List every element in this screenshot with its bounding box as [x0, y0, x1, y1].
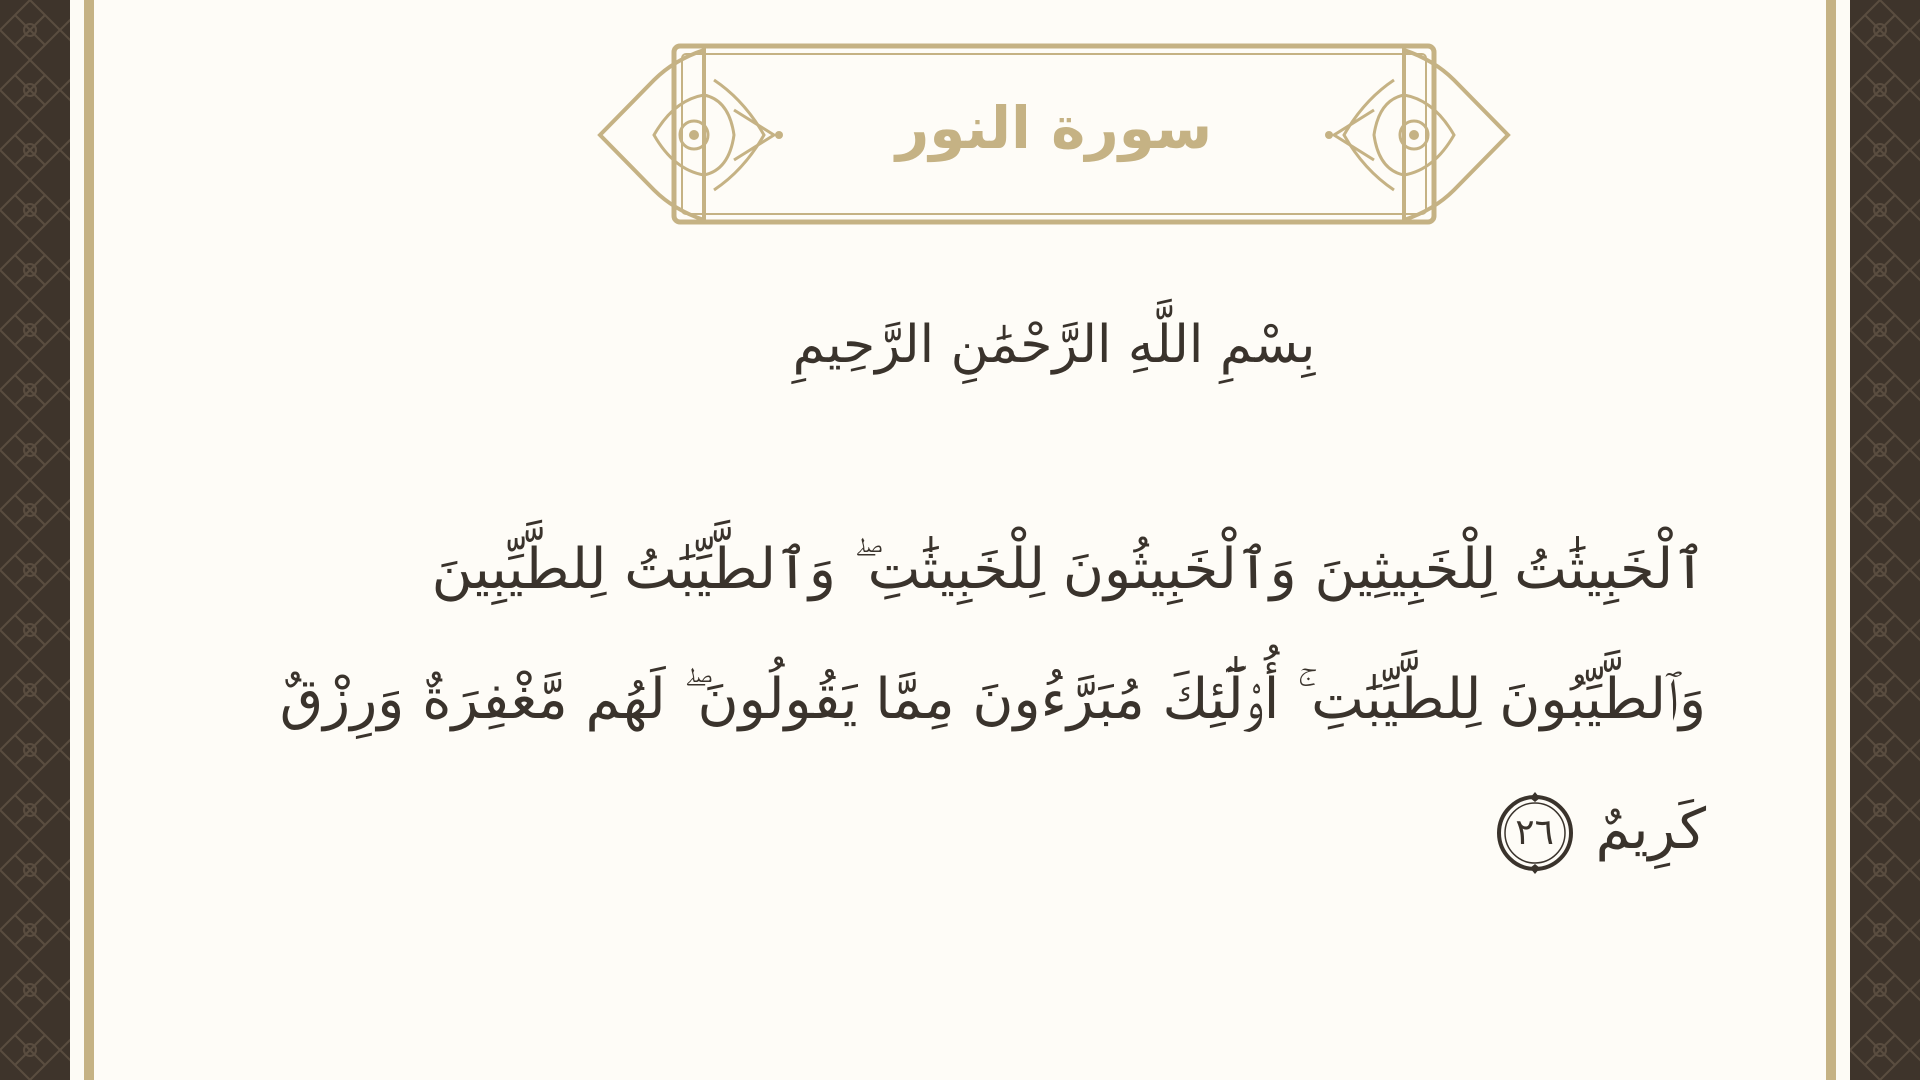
- page-canvas: [94, 0, 1826, 1080]
- verse-line-2: وَٱلطَّيِّبُونَ لِلطَّيِّبَٰتِ ۚ أُو۟لَٰٓئِكَ مُبَرَّءُونَ مِمَّا يَقُولُونَ ۖ لَهُم مَّغْفِرَةٌ وَرِزْقٌ: [279, 667, 1706, 732]
- surah-title: سورة النور: [895, 94, 1213, 162]
- left-gold-rule: [84, 0, 94, 1080]
- right-ornamental-border: [1850, 0, 1920, 1080]
- geometric-pattern-right: [1850, 0, 1920, 1080]
- verse-text: [279, 505, 1706, 895]
- right-gold-rule: [1826, 0, 1836, 1080]
- ayah-end-marker: [1492, 790, 1578, 876]
- ayah-number: ٢٦: [1515, 811, 1554, 853]
- left-ornamental-border: [0, 0, 70, 1080]
- geometric-pattern-left: [0, 0, 70, 1080]
- verse-line-3-text: كَرِيمٌ: [1595, 797, 1706, 862]
- basmala-calligraphy: بِسْمِ اللَّهِ الرَّحْمَٰنِ الرَّحِيمِ: [792, 315, 1316, 375]
- surah-header-banner: [594, 40, 1514, 230]
- verse-line-3: [284, 765, 1706, 895]
- verse-line-1: ٱلْخَبِيثَٰتُ لِلْخَبِيثِينَ وَٱلْخَبِيثُونَ لِلْخَبِيثَٰتِ ۖ وَٱلطَّيِّبَٰتُ لِلطَّيِّبِينَ: [431, 537, 1706, 602]
